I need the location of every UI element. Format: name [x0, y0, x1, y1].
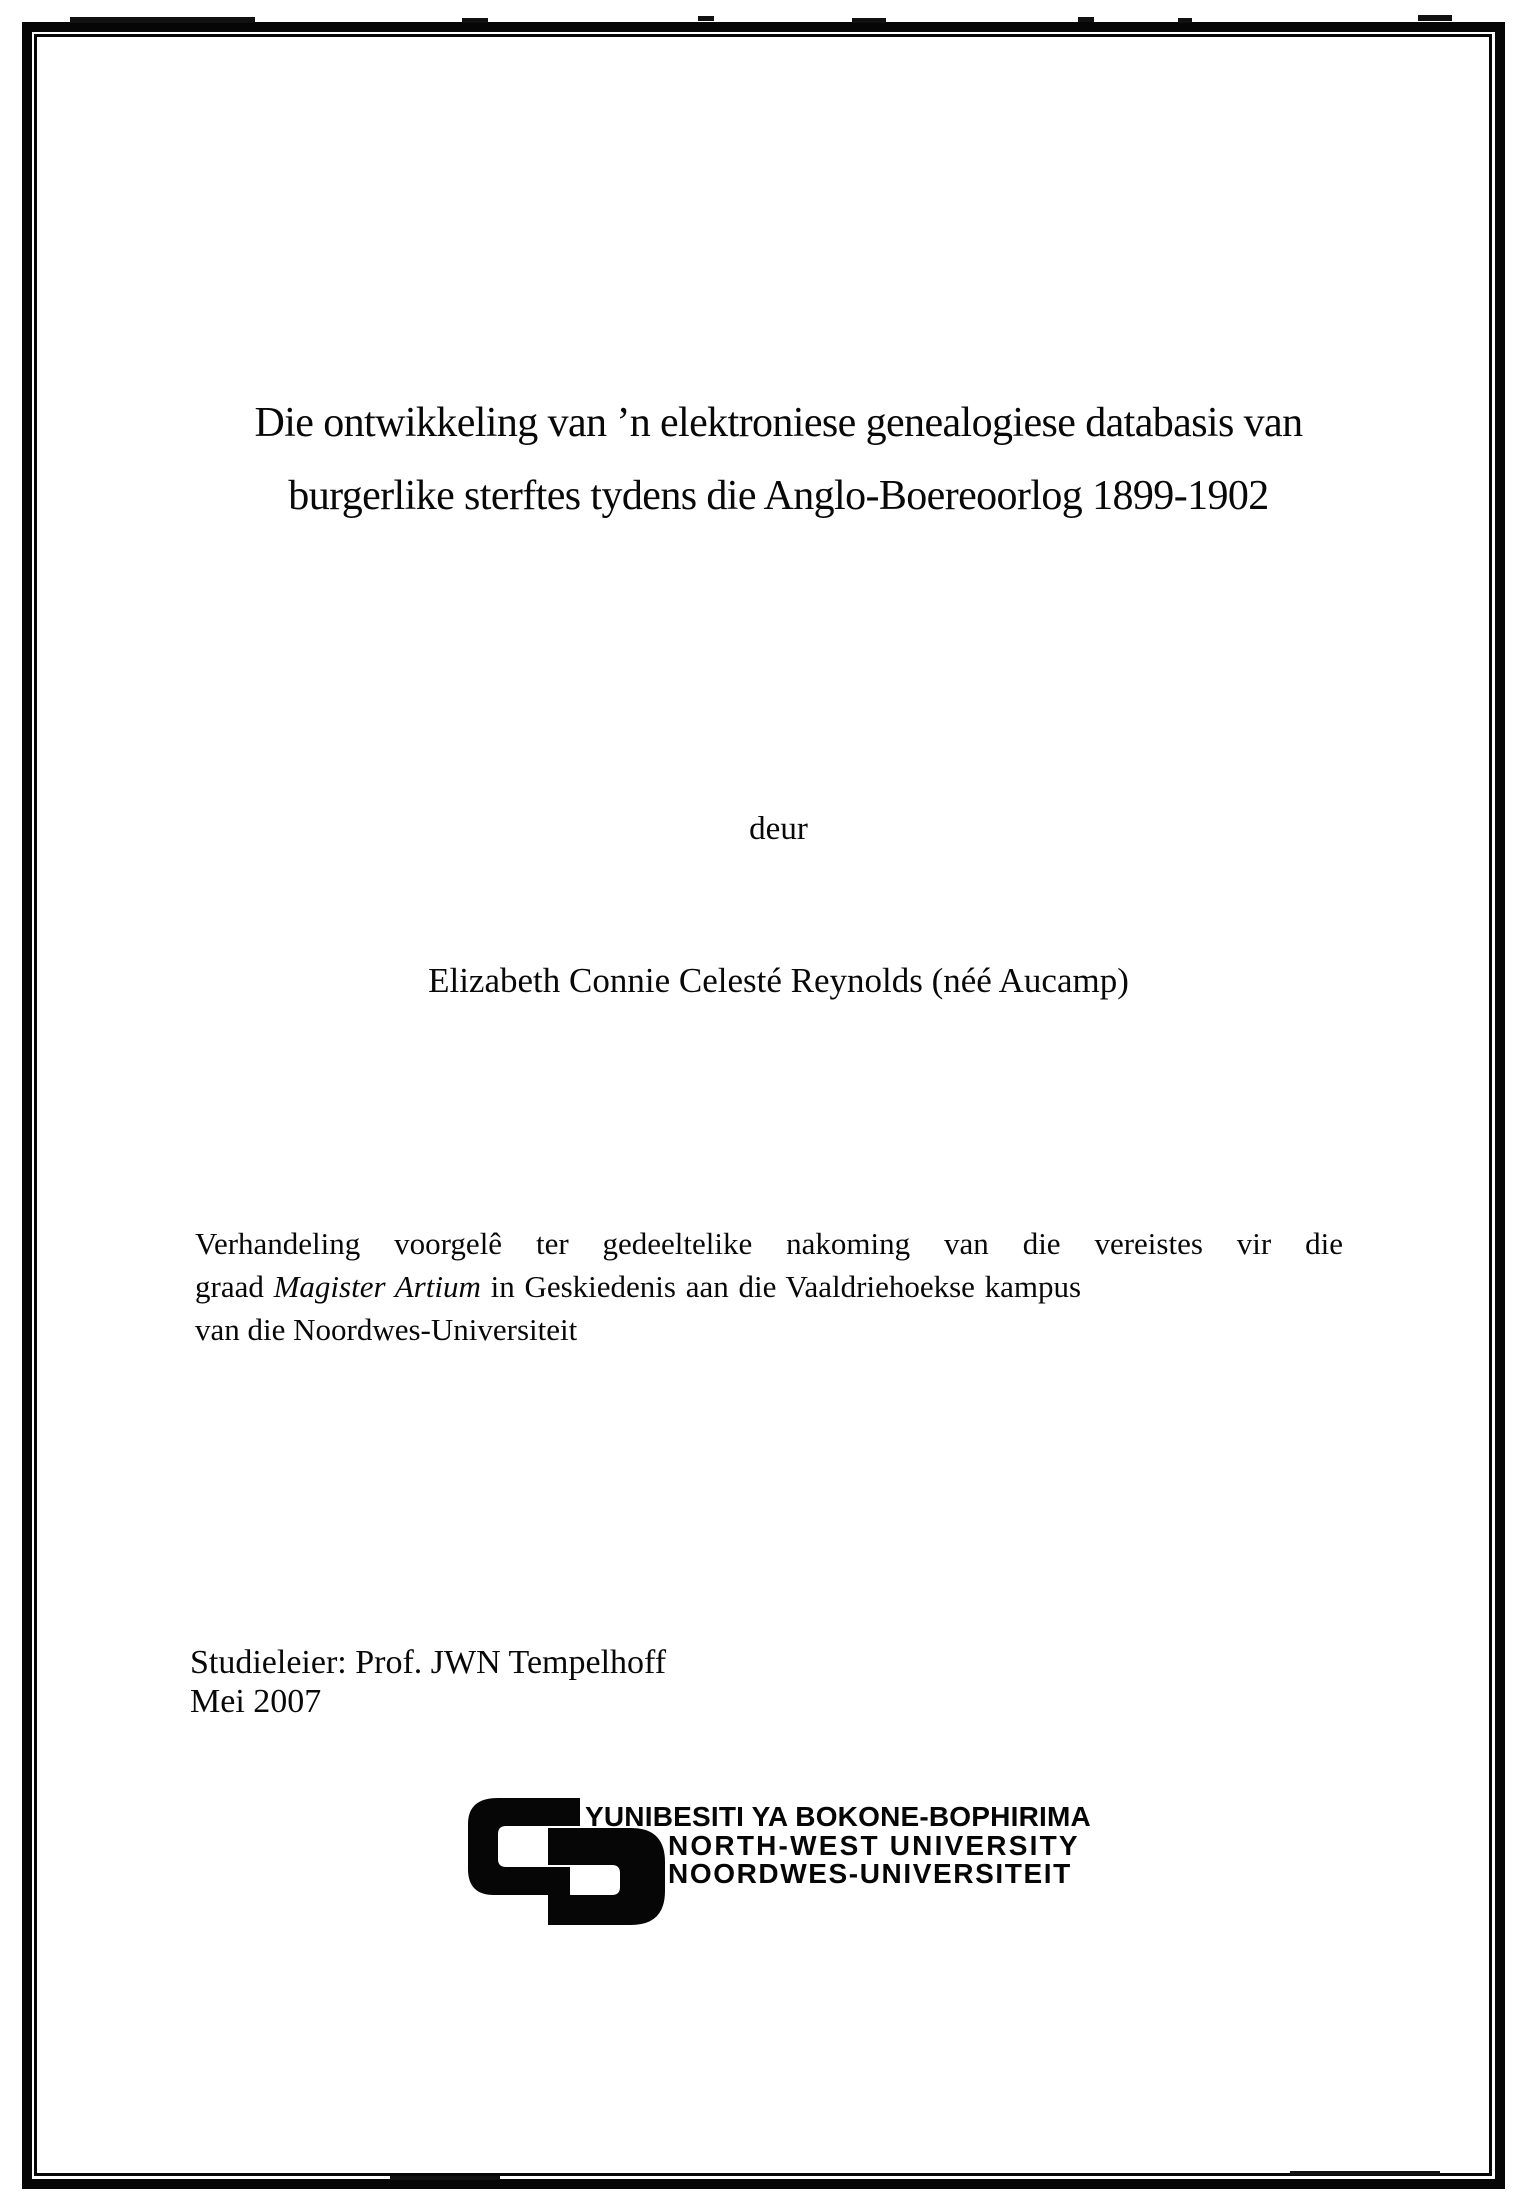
scan-artifact: [70, 17, 255, 23]
date-line: Mei 2007: [190, 1683, 322, 1720]
thesis-title: [190, 387, 1367, 533]
title-line-2: burgerlike sterftes tydens die Anglo-Boereoorlog 1899-1902: [288, 473, 1269, 519]
degree-statement-line2-prefix: graad: [195, 1269, 274, 1304]
scan-artifact: [1290, 2171, 1440, 2175]
title-line-1: Die ontwikkeling van ’n elektroniese genealogiese databasis van: [254, 400, 1303, 446]
supervisor-block: [190, 1643, 666, 1721]
logo-text-setswana: YUNIBESITI YA BOKONE-BOPHIRIMA: [585, 1801, 1091, 1832]
degree-statement-line-2: [195, 1265, 1343, 1308]
scan-artifact: [1078, 17, 1094, 22]
scan-artifact: [1418, 15, 1452, 21]
degree-statement-line2-suffix: in Geskiedenis aan die Vaaldriehoekse kampus: [480, 1269, 1082, 1304]
supervisor-line: Studieleier: Prof. JWN Tempelhoff: [190, 1644, 667, 1681]
degree-statement-line-3: van die Noordwes-Universiteit: [195, 1312, 578, 1347]
university-logo: [468, 1798, 1091, 1933]
logo-text-english: NORTH-WEST UNIVERSITY: [668, 1830, 1080, 1861]
scan-artifact: [390, 2176, 500, 2180]
scan-artifact: [1178, 18, 1192, 23]
scan-artifact: [462, 18, 488, 23]
scan-artifact: [698, 16, 714, 21]
author-name: Elizabeth Connie Celesté Reynolds (néé Aucamp): [428, 961, 1129, 1000]
byline: deur: [749, 811, 808, 847]
scan-artifact: [852, 18, 886, 23]
logo-text-afrikaans: NOORDWES-UNIVERSITEIT: [668, 1858, 1072, 1889]
degree-statement: [195, 1222, 1343, 1351]
degree-statement-line-1: Verhandeling voorgelê ter gedeeltelike nakoming van die vereistes vir die: [195, 1226, 1343, 1261]
degree-name-italic: Magister Artium: [273, 1269, 481, 1304]
